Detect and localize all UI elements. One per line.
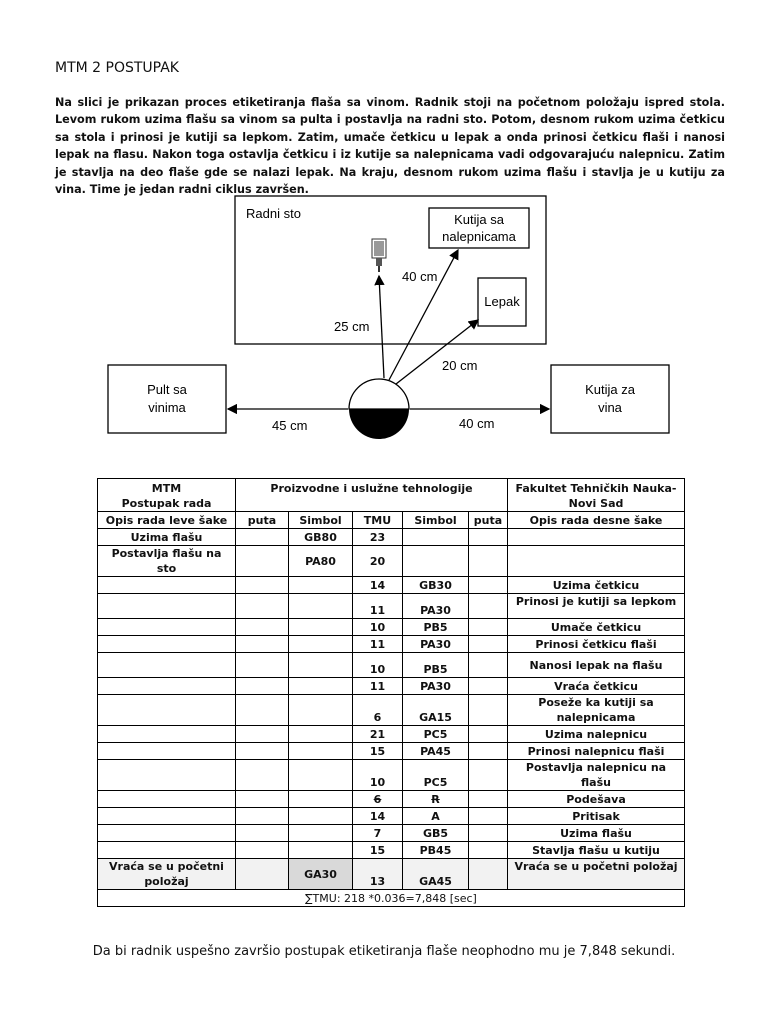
cell-left-times [236,859,289,890]
cell-right-symbol: GA45 [403,859,469,890]
cell-left-symbol: GB80 [289,529,353,546]
bottle-counter-rect [108,365,226,433]
cell-left-description: Postavlja flašu na sto [98,546,236,577]
intro-paragraph: Na slici je prikazan proces etiketiranja flaša sa vinom. Radnik stoji na početnom položaju ispred stola. Levom rukom uzima flašu sa vinom sa pulta i postavlja na radni sto. Potom, desnom rukom uzima četkicu sa stola i prinosi je kutiji sa lepkom. Zatim, umače četkicu u lepak a onda prinosi četkicu flaši i nanosi lepak na flasu. Nakon toga ostavlja četkicu i iz kutije sa nalepnicama vadi odgovarajuću nalepnicu. Zatim je stavlja na deo flaše gde se nalazi lepak. Na kraju, desnom rukom uzima flašu i stavlja je u kutiju za vina. Time je jedan radni ciklus završen. [55,96,725,197]
workplace-diagram-svg [100,190,680,460]
work-table-label: Radni sto [246,206,301,221]
glue-box-label: Lepak [484,294,520,309]
cell-left-symbol [289,808,353,825]
cell-right-times [469,825,508,842]
header-course: Proizvodne i uslužne tehnologije [236,479,508,512]
cell-left-times [236,791,289,808]
table-row [98,743,685,760]
cell-left-symbol [289,619,353,636]
table-row [98,653,685,678]
cell-left-description [98,791,236,808]
label-box-line1: Kutija sa [454,212,504,227]
cell-right-times [469,529,508,546]
header-faculty-line1: Fakultet Tehničkih Nauka- [515,482,677,495]
col-tmu: TMU [353,512,403,529]
cell-tmu: 10 [353,760,403,791]
cell-right-symbol [403,546,469,577]
cell-left-times [236,546,289,577]
cell-right-times [469,619,508,636]
table-row [98,546,685,577]
cell-left-description: Uzima flašu [98,529,236,546]
cell-left-symbol [289,743,353,760]
cell-left-times [236,577,289,594]
cell-left-symbol [289,842,353,859]
cell-tmu: 13 [353,859,403,890]
distance-40cm-wine-box: 40 cm [459,416,495,431]
table-row [98,619,685,636]
cell-left-times [236,653,289,678]
cell-right-times [469,546,508,577]
column-header-row [98,512,685,529]
cell-left-description [98,653,236,678]
wine-box-rect [551,365,669,433]
brush-icon [372,239,386,272]
col-left-symbol: Simbol [289,512,353,529]
table-row [98,577,685,594]
cell-right-symbol: PA30 [403,594,469,619]
cell-right-description: Umače četkicu [508,619,685,636]
cell-right-symbol: PA30 [403,636,469,653]
cell-left-times [236,808,289,825]
arrow-to-brush [379,276,384,378]
table-row [98,636,685,653]
cell-left-times [236,743,289,760]
cell-right-description: Podešava [508,791,685,808]
total-row [98,890,685,907]
cell-tmu: 11 [353,678,403,695]
col-left-description: Opis rada leve šake [98,512,236,529]
cell-right-description: Uzima četkicu [508,577,685,594]
cell-right-symbol: A [403,808,469,825]
cell-right-times [469,726,508,743]
workplace-diagram [100,190,680,460]
cell-right-description: Prinosi nalepnicu flaši [508,743,685,760]
cell-tmu: 21 [353,726,403,743]
cell-left-description [98,743,236,760]
cell-right-times [469,577,508,594]
cell-left-symbol [289,636,353,653]
cell-right-symbol [403,529,469,546]
header-mtm [98,479,236,512]
cell-right-description: Stavlja flašu u kutiju [508,842,685,859]
cell-right-description [508,529,685,546]
cell-right-symbol: R [403,791,469,808]
cell-right-description: Prinosi je kutiji sa lepkom [508,594,685,619]
cell-left-times [236,636,289,653]
cell-tmu: 11 [353,636,403,653]
conclusion-text: Da bi radnik uspešno završio postupak etiketiranja flaše neophodno mu je 7,848 sekundi. [92,944,676,959]
cell-right-times [469,695,508,726]
bottle-counter-line2: vinima [148,400,186,415]
cell-left-symbol: GA30 [289,859,353,890]
table-row [98,760,685,791]
cell-right-times [469,760,508,791]
cell-right-description: Nanosi lepak na flašu [508,653,685,678]
cell-right-times [469,859,508,890]
col-right-times: puta [469,512,508,529]
cell-tmu: 6 [353,791,403,808]
cell-left-times [236,825,289,842]
table-row [98,594,685,619]
cell-tmu: 14 [353,808,403,825]
cell-left-description [98,726,236,743]
cell-tmu: 7 [353,825,403,842]
cell-tmu: 20 [353,546,403,577]
cell-right-description [508,546,685,577]
cell-left-description: Vraća se u početni položaj [98,859,236,890]
cell-left-description [98,842,236,859]
cell-tmu: 15 [353,743,403,760]
cell-left-symbol [289,678,353,695]
cell-left-description [98,619,236,636]
cell-right-description: Pritisak [508,808,685,825]
cell-right-times [469,678,508,695]
mtm-table [97,478,685,907]
header-mtm-line2: Postupak rada [121,497,212,510]
cell-right-symbol: PA45 [403,743,469,760]
cell-right-description: Poseže ka kutiji sa nalepnicama [508,695,685,726]
document-title: MTM 2 POSTUPAK [55,60,179,76]
cell-left-description [98,594,236,619]
cell-right-symbol: GB30 [403,577,469,594]
cell-right-times [469,636,508,653]
cell-right-times [469,653,508,678]
worker-icon [349,379,409,439]
wine-box-line2: vina [598,400,622,415]
cell-right-symbol: PB5 [403,653,469,678]
cell-tmu: 15 [353,842,403,859]
cell-left-description [98,808,236,825]
table-row [98,695,685,726]
cell-left-symbol [289,653,353,678]
cell-right-times [469,808,508,825]
cell-left-symbol [289,577,353,594]
cell-right-symbol: GA15 [403,695,469,726]
cell-right-symbol: PC5 [403,726,469,743]
table-row [98,825,685,842]
cell-left-times [236,619,289,636]
col-right-description: Opis rada desne šake [508,512,685,529]
table-row [98,791,685,808]
table-row [98,808,685,825]
table-row [98,678,685,695]
cell-right-description: Uzima flašu [508,825,685,842]
cell-tmu: 10 [353,619,403,636]
cell-right-symbol: PB5 [403,619,469,636]
cell-left-description [98,825,236,842]
cell-right-times [469,743,508,760]
table-header-row [98,479,685,512]
bottle-counter-line1: Pult sa [147,382,187,397]
header-mtm-line1: MTM [151,482,182,495]
wine-box-line1: Kutija za [585,382,635,397]
arrow-to-glue [396,320,478,384]
cell-left-symbol [289,695,353,726]
col-right-symbol: Simbol [403,512,469,529]
cell-right-description: Uzima nalepnicu [508,726,685,743]
cell-right-times [469,594,508,619]
cell-left-symbol [289,791,353,808]
cell-right-symbol: PA30 [403,678,469,695]
cell-left-times [236,726,289,743]
cell-left-description [98,636,236,653]
cell-left-symbol [289,594,353,619]
cell-right-symbol: PB45 [403,842,469,859]
col-left-times: puta [236,512,289,529]
cell-right-symbol: GB5 [403,825,469,842]
cell-left-description [98,695,236,726]
total-cell: ∑TMU: 218 *0.036=7,848 [sec] [98,890,685,907]
cell-left-symbol [289,726,353,743]
cell-left-symbol: PA80 [289,546,353,577]
table-row [98,842,685,859]
table-row [98,859,685,890]
cell-left-symbol [289,760,353,791]
distance-20cm-glue: 20 cm [442,358,478,373]
cell-tmu: 23 [353,529,403,546]
cell-left-description [98,760,236,791]
cell-left-times [236,678,289,695]
distance-45cm-counter: 45 cm [272,418,308,433]
cell-left-times [236,594,289,619]
cell-right-symbol: PC5 [403,760,469,791]
cell-tmu: 11 [353,594,403,619]
table-row [98,529,685,546]
distance-40cm-label-box: 40 cm [402,269,438,284]
cell-left-times [236,842,289,859]
cell-right-times [469,791,508,808]
cell-left-times [236,529,289,546]
cell-left-times [236,695,289,726]
cell-right-description: Prinosi četkicu flaši [508,636,685,653]
cell-right-description: Vraća se u početni položaj [508,859,685,890]
cell-left-times [236,760,289,791]
cell-tmu: 6 [353,695,403,726]
cell-tmu: 10 [353,653,403,678]
header-faculty-line2: Novi Sad [568,497,624,510]
cell-left-description [98,678,236,695]
header-faculty [508,479,685,512]
cell-right-description: Postavlja nalepnicu na flašu [508,760,685,791]
cell-left-symbol [289,825,353,842]
distance-25cm-brush: 25 cm [334,319,370,334]
table-row [98,726,685,743]
cell-right-times [469,842,508,859]
cell-right-description: Vraća četkicu [508,678,685,695]
cell-left-description [98,577,236,594]
label-box-line2: nalepnicama [442,229,516,244]
cell-tmu: 14 [353,577,403,594]
